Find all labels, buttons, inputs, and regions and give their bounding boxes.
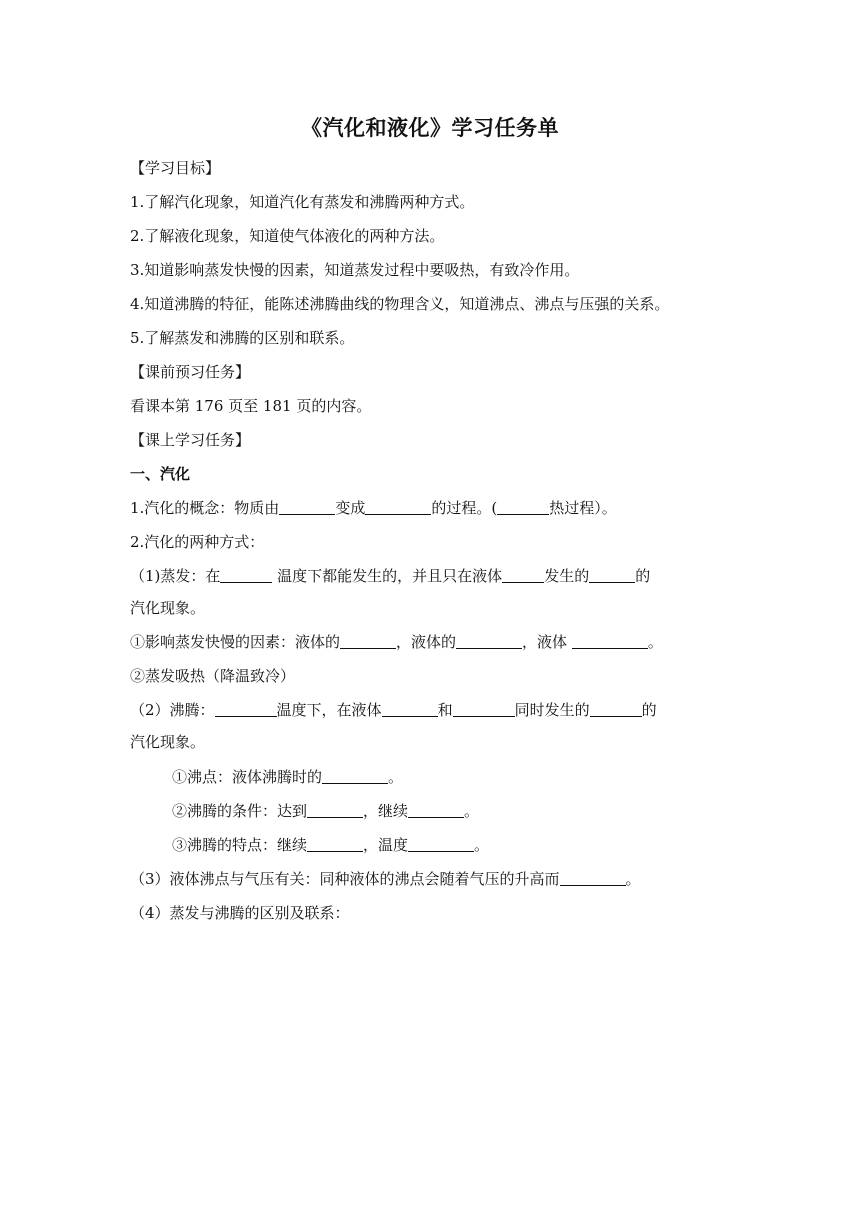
- question-2-2: [130, 699, 657, 721]
- q2-2-iii-text-b: ，温度: [363, 836, 409, 854]
- q2-2-text-d: 同时发生的: [514, 701, 590, 719]
- q2-2-text-e: 的: [641, 701, 657, 719]
- q2-2-i-text-b: 。: [388, 768, 404, 786]
- section-heading-class: 【课上学习任务】: [130, 431, 251, 449]
- goal-item-1: 1.了解汽化现象，知道汽化有蒸发和沸腾两种方式。: [130, 193, 475, 211]
- q2-1-text-b: 温度下都能发生的，并且只在液体: [272, 567, 503, 585]
- q2-1-text-a: （1)蒸发：在: [130, 567, 221, 585]
- q2-1-i-text-d: 。: [647, 633, 663, 651]
- q2-2-ii-text-a: ②沸腾的条件：达到: [172, 802, 308, 820]
- q2-1-i-text-c: ，液体: [522, 633, 572, 651]
- question-3: [130, 868, 641, 890]
- goal-item-5: 5.了解蒸发和沸腾的区别和联系。: [130, 329, 355, 347]
- answer-blank[interactable]: [307, 835, 363, 852]
- question-2-1-cont: 汽化现象。: [130, 599, 206, 617]
- goal-item-3: 3.知道影响蒸发快慢的因素，知道蒸发过程中要吸热，有致冷作用。: [130, 261, 580, 279]
- question-4: （4）蒸发与沸腾的区别及联系：: [130, 904, 350, 922]
- q2-2-iii-text-c: 。: [474, 836, 490, 854]
- answer-blank[interactable]: [307, 801, 363, 818]
- question-2-1-i: [130, 631, 663, 653]
- q3-text-b: 。: [625, 870, 641, 888]
- q1-text-c: 的过程。(: [431, 499, 498, 517]
- answer-blank[interactable]: [502, 566, 544, 583]
- answer-blank[interactable]: [408, 801, 464, 818]
- question-2-1: [130, 565, 650, 587]
- q1-text-a: 1.汽化的概念：物质由: [130, 499, 280, 517]
- question-1: [130, 497, 617, 519]
- section-heading-goals: 【学习目标】: [130, 159, 221, 177]
- answer-blank[interactable]: [215, 700, 277, 717]
- answer-blank[interactable]: [572, 632, 648, 649]
- q2-2-ii-text-c: 。: [464, 802, 480, 820]
- answer-blank[interactable]: [497, 498, 549, 515]
- question-2-2-iii: [172, 834, 489, 856]
- q2-2-text-c: 和: [437, 701, 453, 719]
- goal-item-4: 4.知道沸腾的特征，能陈述沸腾曲线的物理含义，知道沸点、沸点与压强的关系。: [130, 295, 670, 313]
- q1-text-d: 热过程）。: [549, 499, 617, 517]
- q3-text-a: （3）液体沸点与气压有关：同种液体的沸点会随着气压的升高而: [130, 870, 560, 888]
- question-2-2-ii: [172, 800, 479, 822]
- question-2: 2.汽化的两种方式：: [130, 533, 265, 551]
- q2-2-text-b: 温度下，在液体: [276, 701, 382, 719]
- answer-blank[interactable]: [560, 869, 626, 886]
- q2-1-i-text-b: ，液体的: [396, 633, 457, 651]
- q2-2-text-a: （2）沸腾：: [130, 701, 215, 719]
- answer-blank[interactable]: [408, 835, 474, 852]
- answer-blank[interactable]: [589, 566, 635, 583]
- q2-2-ii-text-b: ，继续: [363, 802, 409, 820]
- answer-blank[interactable]: [456, 632, 522, 649]
- q2-2-i-text-a: ①沸点：液体沸腾时的: [172, 768, 323, 786]
- answer-blank[interactable]: [220, 566, 272, 583]
- question-2-1-ii: ②蒸发吸热（降温致冷）: [130, 667, 296, 685]
- q2-2-iii-text-a: ③沸腾的特点：继续: [172, 836, 308, 854]
- q2-1-text-d: 的: [635, 567, 651, 585]
- goal-item-2: 2.了解液化现象，知道使气体液化的两种方法。: [130, 227, 445, 245]
- answer-blank[interactable]: [590, 700, 642, 717]
- answer-blank[interactable]: [322, 767, 388, 784]
- answer-blank[interactable]: [453, 700, 515, 717]
- part-heading-vaporization: 一、汽化: [130, 465, 191, 483]
- q2-1-text-c: 发生的: [544, 567, 590, 585]
- q1-text-b: 变成: [335, 499, 366, 517]
- answer-blank[interactable]: [382, 700, 438, 717]
- question-2-2-i: [172, 766, 403, 788]
- answer-blank[interactable]: [340, 632, 396, 649]
- question-2-2-cont: 汽化现象。: [130, 733, 206, 751]
- answer-blank[interactable]: [365, 498, 431, 515]
- q2-1-i-text-a: ①影响蒸发快慢的因素：液体的: [130, 633, 341, 651]
- answer-blank[interactable]: [279, 498, 335, 515]
- preview-text: 看课本第 176 页至 181 页的内容。: [130, 397, 372, 415]
- section-heading-preview: 【课前预习任务】: [130, 363, 251, 381]
- page-title: 《汽化和液化》学习任务单: [301, 116, 559, 140]
